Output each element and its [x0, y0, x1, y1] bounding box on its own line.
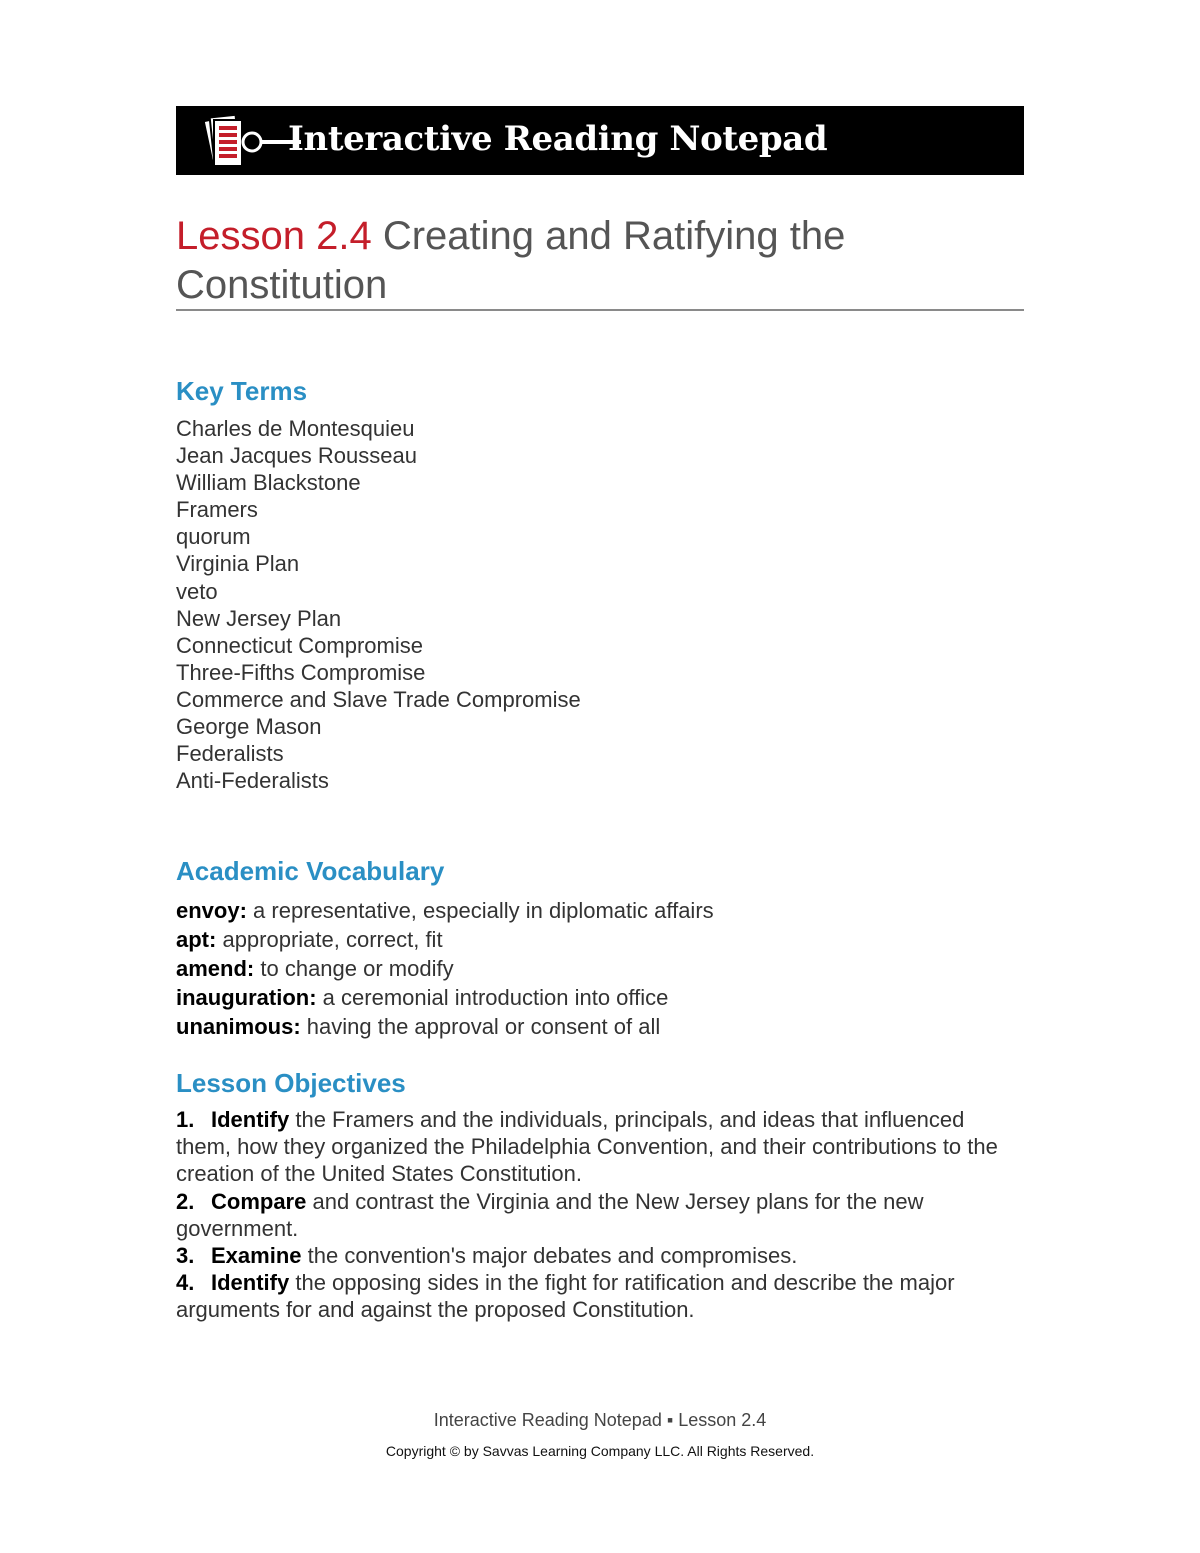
objective-text: the convention's major debates and compromises.	[307, 1243, 798, 1269]
vocab-item	[176, 954, 714, 983]
vocab-item	[176, 983, 714, 1012]
key-term: George Mason	[176, 714, 322, 740]
key-terms-heading: Key Terms	[176, 376, 308, 406]
vocab-item	[176, 1012, 714, 1041]
vocab-definition: having the approval or consent of all	[306, 1014, 661, 1039]
objective-number: 1.	[176, 1107, 195, 1132]
key-term: Connecticut Compromise	[176, 632, 423, 658]
header-banner	[176, 106, 1024, 175]
vocab-term: amend:	[176, 956, 255, 981]
objective-item	[176, 1106, 1024, 1188]
key-term: veto	[176, 578, 218, 604]
page-footer: Interactive Reading Notepad ▪ Lesson 2.4	[433, 1410, 767, 1430]
key-term: quorum	[176, 524, 251, 550]
vocab-definition: appropriate, correct, fit	[222, 927, 443, 952]
objective-text: the opposing sides in the fight for ratification and describe the major arguments for and against the proposed Constitution.	[176, 1270, 955, 1323]
vocabulary-list	[176, 896, 714, 1041]
vocab-item	[176, 925, 714, 954]
objective-verb: Identify	[211, 1270, 290, 1296]
objective-item	[176, 1269, 1024, 1323]
page-title	[176, 212, 1024, 310]
key-term: Three-Fifths Compromise	[176, 659, 426, 685]
academic-vocabulary-heading: Academic Vocabulary	[176, 856, 445, 886]
objective-verb: Examine	[211, 1243, 302, 1269]
title-divider	[176, 309, 1024, 311]
vocab-definition: to change or modify	[260, 956, 454, 981]
objective-text: the Framers and the individuals, principals, and ideas that influenced them, how they organized the Philadelphia Convention, and their contributions to the creation of the United States Constitution.	[176, 1107, 998, 1187]
objectives-list	[176, 1106, 1024, 1324]
objective-text: and contrast the Virginia and the New Jersey plans for the new government.	[176, 1188, 924, 1241]
lesson-number: Lesson 2.4	[176, 214, 372, 258]
key-terms-list	[176, 415, 581, 794]
vocab-term: envoy:	[176, 898, 247, 923]
banner-title: Interactive Reading Notepad	[288, 119, 828, 159]
lesson-name: Creating and Ratifying the Constitution	[176, 214, 846, 307]
vocab-term: unanimous:	[176, 1014, 301, 1039]
objective-verb: Compare	[211, 1188, 307, 1214]
key-term: Federalists	[176, 741, 284, 767]
objective-number: 3.	[176, 1243, 195, 1269]
objective-number: 4.	[176, 1270, 195, 1296]
copyright-notice: Copyright © by Savvas Learning Company LLC. All Rights Reserved.	[385, 1443, 815, 1459]
vocab-definition: a representative, especially in diplomatic affairs	[253, 898, 714, 923]
objective-number: 2.	[176, 1188, 195, 1214]
vocab-item	[176, 896, 714, 925]
key-term: Anti-Federalists	[176, 768, 329, 794]
key-term: William Blackstone	[176, 470, 361, 496]
objective-item	[176, 1188, 1024, 1242]
key-term: New Jersey Plan	[176, 605, 342, 631]
objective-verb: Identify	[211, 1107, 290, 1132]
vocab-term: apt:	[176, 927, 217, 952]
key-term: Jean Jacques Rousseau	[176, 443, 417, 469]
key-term: Framers	[176, 497, 258, 523]
vocab-definition: a ceremonial introduction into office	[322, 985, 669, 1010]
key-term: Commerce and Slave Trade Compromise	[176, 686, 581, 712]
vocab-term: inauguration:	[176, 985, 317, 1010]
key-term: Virginia Plan	[176, 551, 300, 577]
objective-item	[176, 1242, 1024, 1269]
key-term: Charles de Montesquieu	[176, 416, 415, 441]
lesson-objectives-heading: Lesson Objectives	[176, 1068, 406, 1098]
